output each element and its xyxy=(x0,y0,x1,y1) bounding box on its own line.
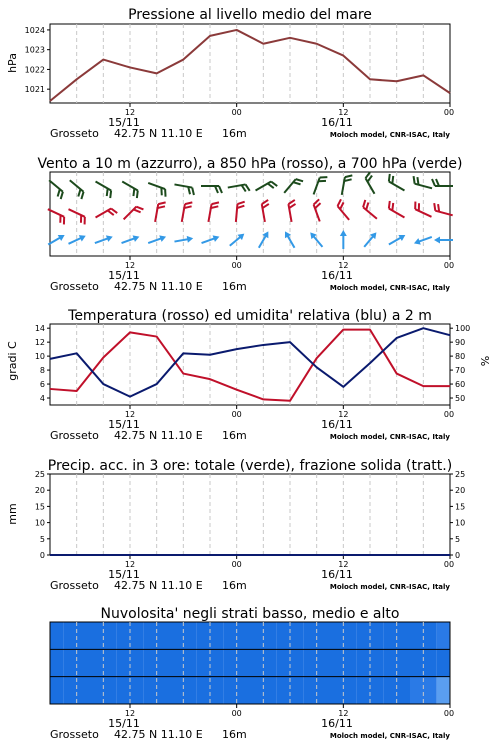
cloud-cell-basso xyxy=(50,677,63,704)
wind-barb-head xyxy=(106,233,114,242)
wind-barb-850hpa xyxy=(336,199,355,220)
wind-barb-850hpa xyxy=(208,201,219,223)
wind-barb-850hpa xyxy=(96,207,118,224)
wind-xtick-label: 12 xyxy=(124,261,136,270)
cloud-cell-alto xyxy=(437,622,450,649)
wind-xtick-label: 00 xyxy=(231,261,242,270)
humidity-ytick-label: 50 xyxy=(455,394,466,404)
wind-barb-feather xyxy=(134,191,140,199)
wind-barb-850hpa xyxy=(261,200,272,222)
pressure-ytick-label: 1024 xyxy=(24,25,45,35)
wind-barb-head xyxy=(413,238,421,247)
wind-barb-shaft xyxy=(182,204,185,222)
temperature-location: Grosseto xyxy=(50,429,99,442)
temperature-xtick-label: 12 xyxy=(338,410,349,419)
precip-ytick-label: 25 xyxy=(34,470,45,479)
temperature-model-credit: Moloch model, CNR-ISAC, Italy xyxy=(329,433,450,441)
pressure-ytick-label: 1023 xyxy=(24,45,45,55)
wind-barb-10m xyxy=(340,230,347,249)
pressure-model-credit: Moloch model, CNR-ISAC, Italy xyxy=(329,131,450,139)
wind-barb-feather xyxy=(219,186,222,193)
wind-barb-850hpa xyxy=(45,209,67,224)
cloud-xtick-label: 00 xyxy=(443,709,455,718)
precip-model-credit: Moloch model, CNR-ISAC, Italy xyxy=(329,583,450,591)
wind-barb-850hpa xyxy=(236,201,245,223)
cloud-location: Grosseto xyxy=(50,728,99,741)
pressure-ytick-label: 1021 xyxy=(24,85,45,95)
precip-right-ytick-label: 15 xyxy=(455,502,466,512)
temperature-date-label: 16/11 xyxy=(321,418,353,431)
pressure-xtick-label: 00 xyxy=(443,108,455,117)
cloud-model-credit: Moloch model, CNR-ISAC, Italy xyxy=(329,732,450,740)
wind-barb-700hpa xyxy=(412,176,434,188)
precip-xtick-label: 12 xyxy=(338,560,349,569)
precip-date-label: 15/11 xyxy=(108,568,140,581)
humidity-ytick-label: 60 xyxy=(455,380,466,390)
wind-barb-head xyxy=(133,233,141,242)
wind-title: Vento a 10 m (azzurro), a 850 hPa (rosso), a 700 hPa (verde) xyxy=(37,156,463,172)
temperature-ytick-label: 12 xyxy=(34,338,45,348)
wind-barb-head xyxy=(79,233,87,242)
precip-title: Precip. acc. in 3 ore: totale (verde), frazione solida (tratt.) xyxy=(47,458,453,474)
humidity-ylabel: % xyxy=(479,355,492,367)
wind-barb-feather xyxy=(158,201,165,205)
wind-barb-850hpa xyxy=(124,205,144,225)
wind-barb-feather xyxy=(412,202,418,210)
wind-location: Grosseto xyxy=(50,280,99,293)
pressure-xtick-label: 12 xyxy=(124,108,136,117)
cloud-cell-alto xyxy=(50,622,63,649)
pressure-xtick-label: 12 xyxy=(338,108,349,117)
wind-barb-10m xyxy=(362,230,380,249)
wind-barb-shaft xyxy=(208,204,211,222)
wind-barb-feather xyxy=(261,200,268,204)
wind-barb-700hpa xyxy=(45,180,66,199)
temperature-ytick-label: 4 xyxy=(39,394,45,404)
wind-barb-feather xyxy=(436,179,439,186)
wind-barb-700hpa xyxy=(256,180,278,197)
pressure-location: Grosseto xyxy=(50,127,99,140)
wind-barb-feather xyxy=(412,176,417,184)
wind-barb-feather xyxy=(215,186,218,193)
wind-barb-feather xyxy=(246,184,250,191)
precip-right-ytick-label: 20 xyxy=(455,486,466,496)
wind-barb-850hpa xyxy=(361,200,382,219)
wind-barb-700hpa xyxy=(364,172,381,194)
precip-date-label: 16/11 xyxy=(321,568,353,581)
wind-barb-feather xyxy=(61,217,67,225)
wind-barb-10m xyxy=(308,230,326,249)
temperature-ytick-label: 10 xyxy=(34,352,45,362)
wind-barb-feather xyxy=(185,201,192,205)
wind-barb-feather xyxy=(432,203,437,211)
wind-xtick-label: 12 xyxy=(338,261,349,270)
wind-barb-700hpa xyxy=(201,186,222,193)
precip-elevation: 16m xyxy=(222,579,247,592)
temperature-ytick-label: 14 xyxy=(34,324,45,334)
pressure-elevation: 16m xyxy=(222,127,247,140)
wind-barb-feather xyxy=(191,188,195,195)
temperature-ytick-label: 6 xyxy=(39,380,45,390)
wind-date-label: 15/11 xyxy=(108,269,140,282)
precip-coords: 42.75 N 11.10 E xyxy=(114,579,203,592)
wind-barb-feather xyxy=(212,201,219,205)
wind-barb-feather xyxy=(163,189,168,197)
temperature-ylabel: gradi C xyxy=(6,341,19,381)
cloud-date-label: 15/11 xyxy=(108,717,140,730)
precip-ytick-label: 5 xyxy=(39,534,45,544)
pressure-ytick-label: 1022 xyxy=(24,65,45,75)
precip-ylabel: mm xyxy=(6,503,19,525)
wind-barb-shaft xyxy=(236,204,238,222)
wind-barb-10m xyxy=(256,230,272,250)
wind-barb-head xyxy=(398,232,407,241)
precip-ytick-label: 0 xyxy=(39,551,45,560)
precip-right-ytick-label: 25 xyxy=(455,470,466,479)
wind-barb-head xyxy=(213,233,221,242)
wind-barb-feather xyxy=(432,179,435,186)
wind-barb-700hpa xyxy=(65,180,86,199)
precip-right-ytick-label: 10 xyxy=(455,518,466,528)
cloud-cell-basso xyxy=(437,677,450,704)
wind-barb-feather xyxy=(386,201,392,209)
temperature-ytick-label: 8 xyxy=(39,366,45,376)
temperature-xtick-label: 00 xyxy=(443,410,455,419)
wind-barb-850hpa xyxy=(155,201,166,223)
precip-location: Grosseto xyxy=(50,579,99,592)
wind-barb-head xyxy=(159,233,167,242)
cloud-xtick-label: 00 xyxy=(231,709,242,718)
pressure-line xyxy=(50,30,450,101)
wind-barb-shaft xyxy=(155,204,158,222)
pressure-date-label: 15/11 xyxy=(108,116,140,129)
pressure-coords: 42.75 N 11.10 E xyxy=(114,127,203,140)
wind-barb-feather xyxy=(345,174,352,178)
wind-barb-850hpa xyxy=(313,199,327,221)
wind-barb-head xyxy=(187,235,194,243)
wind-model-credit: Moloch model, CNR-ISAC, Italy xyxy=(329,284,450,292)
wind-barb-feather xyxy=(320,175,328,180)
precip-right-ytick-label: 0 xyxy=(455,551,461,560)
precip-right-ytick-label: 5 xyxy=(455,534,461,544)
precip-xtick-label: 00 xyxy=(443,560,455,569)
precip-xtick-label: 12 xyxy=(124,560,136,569)
precip-xtick-label: 00 xyxy=(231,560,242,569)
wind-barb-850hpa xyxy=(288,200,299,222)
pressure-date-label: 16/11 xyxy=(321,116,353,129)
wind-barb-700hpa xyxy=(284,177,303,198)
precip-ytick-label: 10 xyxy=(34,518,45,528)
wind-xtick-label: 00 xyxy=(443,261,455,270)
wind-barb-feather xyxy=(237,201,244,205)
precip-ytick-label: 15 xyxy=(34,502,45,512)
wind-barb-head xyxy=(340,230,347,236)
wind-elevation: 16m xyxy=(222,280,247,293)
wind-barb-feather xyxy=(108,191,114,199)
wind-barb-700hpa xyxy=(342,174,353,196)
cloud-cell-medio xyxy=(50,649,63,676)
precip-ytick-label: 20 xyxy=(34,486,45,496)
wind-coords: 42.75 N 11.10 E xyxy=(114,280,203,293)
humidity-ytick-label: 70 xyxy=(455,366,466,376)
temperature-coords: 42.75 N 11.10 E xyxy=(114,429,203,442)
cloud-elevation: 16m xyxy=(222,728,247,741)
temperature-elevation: 16m xyxy=(222,429,247,442)
temperature-date-label: 15/11 xyxy=(108,418,140,431)
wind-barb-700hpa xyxy=(314,175,328,197)
wind-barb-feather xyxy=(288,200,295,204)
wind-date-label: 16/11 xyxy=(321,269,353,282)
wind-barb-head xyxy=(434,237,440,244)
pressure-title: Pressione al livello medio del mare xyxy=(128,7,372,23)
cloud-title: Nuvolosita' negli strati basso, medio e alto xyxy=(100,606,400,622)
temperature-line xyxy=(50,330,450,401)
wind-barb-10m xyxy=(282,230,298,250)
wind-barb-shaft xyxy=(49,180,63,192)
pressure-ylabel: hPa xyxy=(6,53,19,73)
wind-barb-10m xyxy=(46,232,66,248)
wind-barb-700hpa xyxy=(228,184,250,195)
pressure-xtick-label: 00 xyxy=(231,108,242,117)
wind-barb-850hpa xyxy=(182,201,193,223)
cloud-xtick-label: 12 xyxy=(338,709,349,718)
precip-frame xyxy=(50,474,450,555)
cloud-date-label: 16/11 xyxy=(321,717,353,730)
temperature-xtick-label: 12 xyxy=(124,410,136,419)
wind-barb-850hpa xyxy=(432,203,454,215)
wind-barb-feather xyxy=(386,174,392,182)
humidity-ytick-label: 80 xyxy=(455,352,466,362)
temperature-title: Temperatura (rosso) ed umidita' relativa (blu) a 2 m xyxy=(68,308,432,324)
temperature-xtick-label: 00 xyxy=(231,410,242,419)
humidity-ytick-label: 100 xyxy=(455,324,471,334)
cloud-cell-medio xyxy=(437,649,450,676)
wind-barb-feather xyxy=(82,217,88,225)
wind-barb-head xyxy=(58,232,67,241)
cloud-coords: 42.75 N 11.10 E xyxy=(114,728,203,741)
wind-barb-700hpa xyxy=(173,184,195,195)
cloud-xtick-label: 12 xyxy=(124,709,136,718)
humidity-ytick-label: 90 xyxy=(455,338,466,348)
